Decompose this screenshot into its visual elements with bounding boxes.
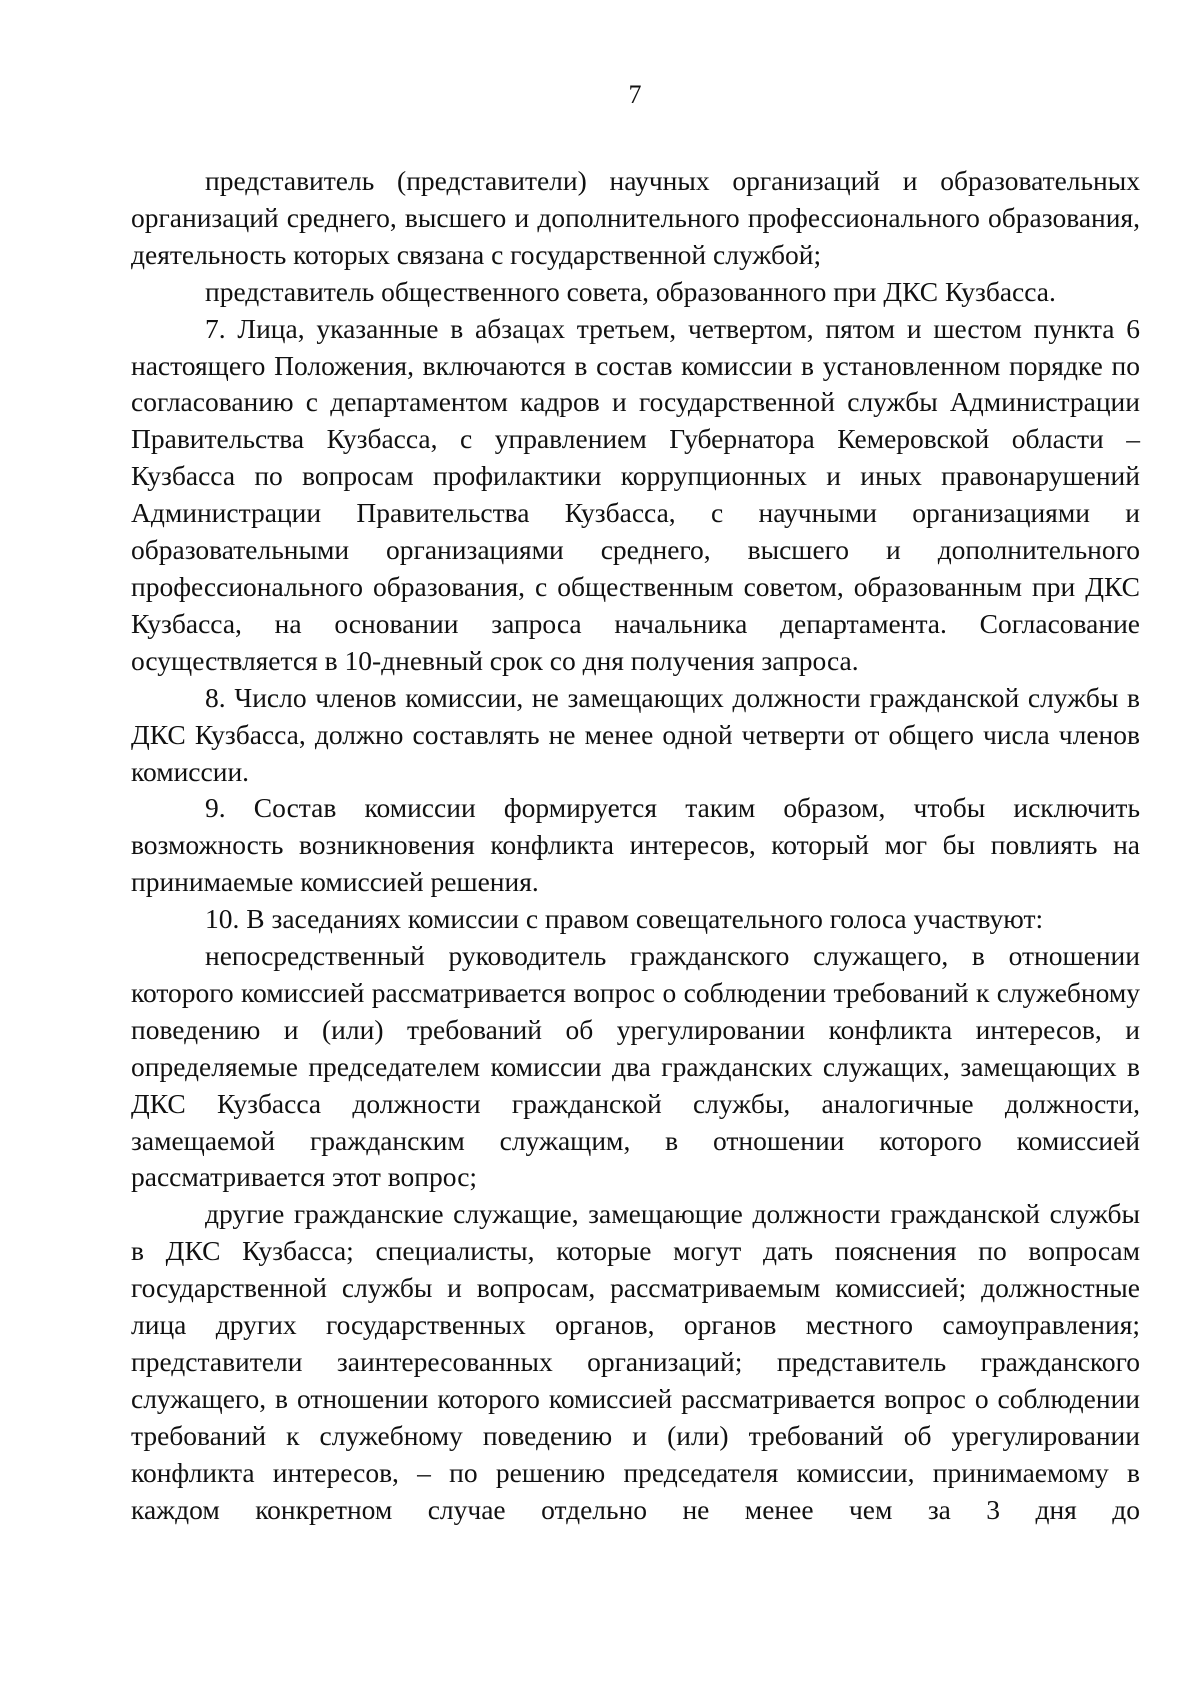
paragraph-item-7: 7. Лица, указанные в абзацах третьем, четвертом, пятом и шестом пункта 6 настоящего Положения, включаются в состав комиссии в установленном порядке по согласованию с департаментом кадров и государственной службы Администрации Правительства Кузбасса, с управлением Губернатора Кемеровской области – Кузбасса по вопросам профилактики коррупционных и иных правонарушений Администрации Правительства Кузбасса, с научными организациями и образовательными организациями среднего, высшего и дополнительного профессионального образования, с общественным советом, образованным при ДКС Кузбасса, на основании запроса начальника департамента. Согласование осуществляется в 10-дневный срок со дня получения запроса. (131, 312, 1140, 676)
paragraph-other-participants: другие гражданские служащие, замещающие должности гражданской службы в ДКС Кузбасса; специалисты, которые могут дать пояснения по вопросам государственной службы и вопросам, рассматриваемым комиссией; должностные лица других государственных органов, органов местного самоуправления; представители заинтересованных организаций; представитель гражданского служащего, в отношении которого комиссией рассматривается вопрос о соблюдении требований к служебному поведению и (или) требований об урегулировании конфликта интересов, – по решению председателя комиссии, принимаемому в каждом конкретном случае отдельно не менее чем за 3 дня до (131, 1198, 1140, 1525)
document-body (131, 163, 1140, 1529)
paragraph-item-10: 10. В заседаниях комиссии с правом совещательного голоса участвуют: (205, 903, 1044, 935)
paragraph-representatives-science: представитель (представители) научных организаций и образовательных организаций среднего, высшего и дополнительного профессионального образования, деятельность которых связана с государственной службой; (131, 165, 1140, 270)
paragraph-item-9: 9. Состав комиссии формируется таким образом, чтобы исключить возможность возникновения конфликта интересов, который мог бы повлиять на принимаемые комиссией решения. (131, 792, 1140, 898)
paragraph-item-8: 8. Число членов комиссии, не замещающих должности гражданской службы в ДКС Кузбасса, должно составлять не менее одной четверти от общего числа членов комиссии. (131, 681, 1140, 787)
paragraph-direct-supervisor: непосредственный руководитель гражданского служащего, в отношении которого комиссией рассматривается вопрос о соблюдении требований к служебному поведению и (или) требований об урегулировании конфликта интересов, и определяемые председателем комиссии два гражданских служащих, замещающих в ДКС Кузбасса должности гражданской службы, аналогичные должности, замещаемой гражданским служащим, в отношении которого комиссией рассматривается этот вопрос; (131, 940, 1140, 1193)
paragraph-representative-public-council: представитель общественного совета, образованного при ДКС Кузбасса. (205, 275, 1056, 307)
page-number: 7 (628, 80, 642, 109)
